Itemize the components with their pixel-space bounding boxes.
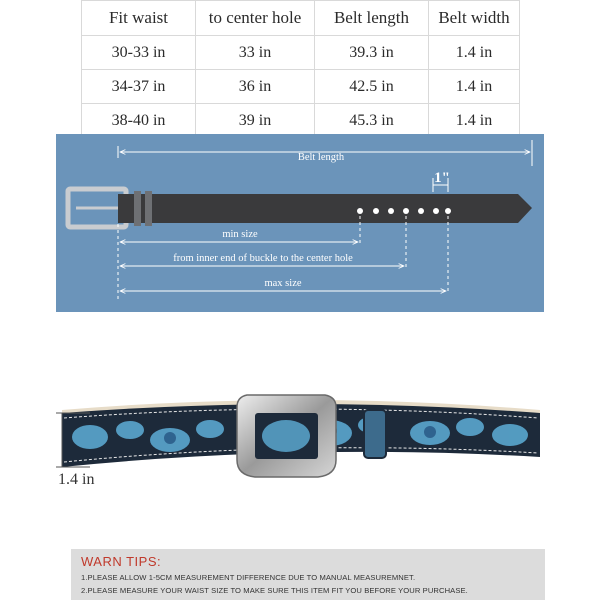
cell-center-hole: 39 in	[196, 104, 315, 138]
header-to-center-hole: to center hole	[196, 1, 315, 36]
belt-keeper-icon	[145, 191, 152, 226]
belt-keeper-icon	[364, 410, 386, 458]
cell-belt-width: 1.4 in	[429, 104, 520, 138]
header-belt-length: Belt length	[315, 1, 429, 36]
size-chart-table	[81, 0, 520, 138]
cell-fit-waist: 38-40 in	[82, 104, 196, 138]
warn-tips-title: WARN TIPS:	[81, 554, 162, 569]
cell-belt-length: 39.3 in	[315, 36, 429, 70]
belt-width-label: 1.4 in	[58, 471, 95, 488]
header-belt-width: Belt width	[429, 1, 520, 36]
belt-measurement-diagram	[56, 134, 544, 312]
belt-strap-shape	[118, 194, 532, 223]
cell-center-hole: 33 in	[196, 36, 315, 70]
cell-belt-width: 1.4 in	[429, 36, 520, 70]
table-row	[82, 104, 520, 138]
cell-belt-length: 42.5 in	[315, 70, 429, 104]
min-size-label: min size	[222, 229, 258, 240]
warn-tips-box	[71, 549, 545, 600]
cell-belt-width: 1.4 in	[429, 70, 520, 104]
belt-product-illustration	[50, 385, 550, 495]
table-row	[82, 36, 520, 70]
warn-tip-line: 2.PLEASE MEASURE YOUR WAIST SIZE TO MAKE SURE THIS ITEM FIT YOU BEFORE YOUR PURCHASE.	[81, 586, 468, 595]
center-hole-label: from inner end of buckle to the center hole	[173, 253, 353, 264]
max-size-label: max size	[264, 278, 302, 289]
belt-keeper-icon	[134, 191, 141, 226]
table-header-row	[82, 1, 520, 36]
table-row	[82, 70, 520, 104]
warn-tip-line: 1.PLEASE ALLOW 1-5CM MEASUREMENT DIFFERENCE DUE TO MANUAL MEASUREMNET.	[81, 573, 416, 582]
cell-fit-waist: 30-33 in	[82, 36, 196, 70]
header-fit-waist: Fit waist	[82, 1, 196, 36]
cell-center-hole: 36 in	[196, 70, 315, 104]
cell-belt-length: 45.3 in	[315, 104, 429, 138]
cell-fit-waist: 34-37 in	[82, 70, 196, 104]
belt-length-label: Belt length	[297, 152, 345, 163]
hole-spacing-label: 1"	[434, 170, 450, 186]
